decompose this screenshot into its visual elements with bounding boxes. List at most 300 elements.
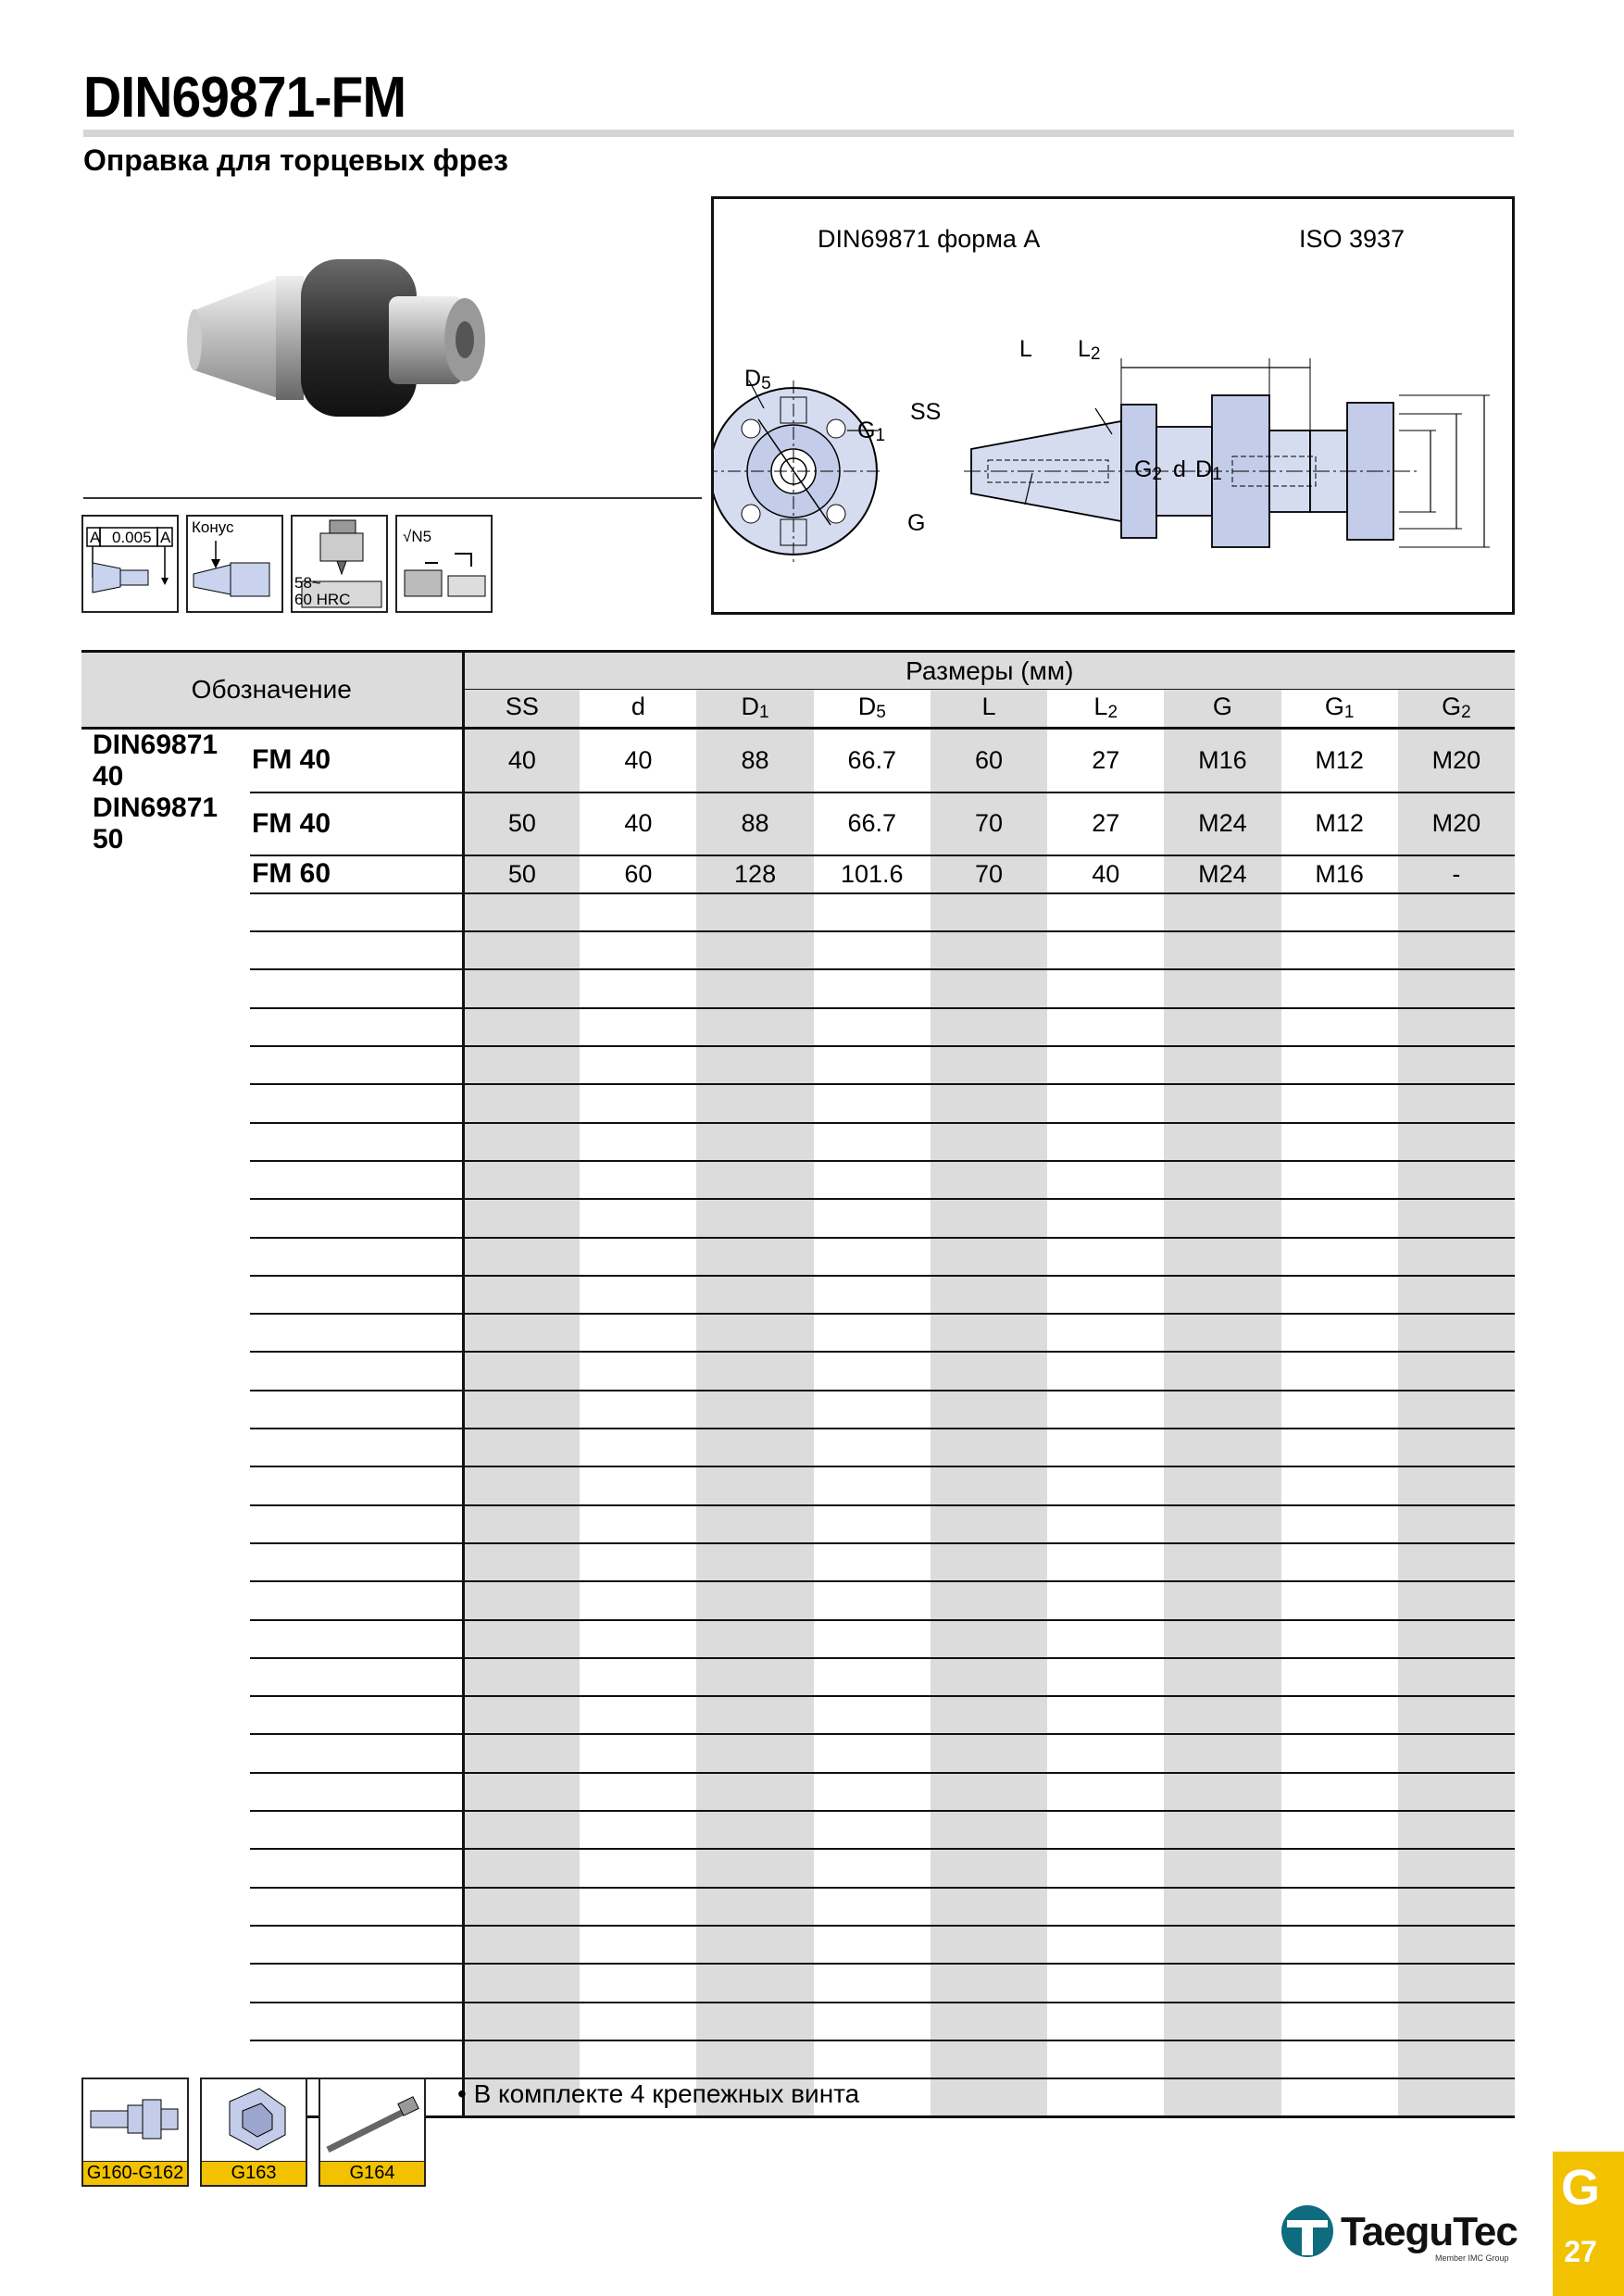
value-cell: M20	[1398, 728, 1515, 792]
value-cell	[1281, 2078, 1398, 2116]
value-cell	[1281, 1084, 1398, 1122]
value-cell	[1164, 1276, 1280, 1314]
model-cell	[250, 893, 463, 931]
accessory-ref[interactable]: G160-G162	[83, 2161, 187, 2185]
value-cell	[1398, 1429, 1515, 1466]
value-cell	[1047, 1199, 1164, 1237]
value-cell	[696, 2003, 813, 2040]
surface-finish-label: √N5	[403, 528, 432, 545]
value-cell	[814, 931, 931, 969]
series-cell	[81, 1849, 250, 1887]
value-cell	[1164, 1581, 1280, 1619]
value-cell	[1047, 1391, 1164, 1429]
value-cell	[1281, 1466, 1398, 1504]
value-cell	[1398, 1008, 1515, 1046]
value-cell	[931, 1773, 1047, 1811]
section-letter: G	[1560, 2160, 1600, 2215]
value-cell	[814, 1926, 931, 1964]
value-cell	[463, 1773, 580, 1811]
value-cell	[1164, 1238, 1280, 1276]
value-cell	[931, 1926, 1047, 1964]
value-cell	[463, 1314, 580, 1352]
value-cell	[1164, 1046, 1280, 1084]
value-cell	[1047, 2003, 1164, 2040]
footnote: • В комплекте 4 крепежных винта	[457, 2079, 860, 2108]
value-cell	[1398, 931, 1515, 969]
value-cell	[696, 1084, 813, 1122]
value-cell	[463, 1466, 580, 1504]
value-cell	[580, 1734, 696, 1772]
value-cell	[1398, 1964, 1515, 2002]
value-cell	[1047, 931, 1164, 969]
table-row	[81, 792, 1515, 855]
value-cell	[1047, 1352, 1164, 1390]
value-cell	[1047, 893, 1164, 931]
value-cell	[814, 893, 931, 931]
pull-stud-icon	[81, 2078, 189, 2187]
model-cell	[250, 1276, 463, 1314]
value-cell	[696, 1849, 813, 1887]
value-cell: 70	[931, 792, 1047, 855]
value-cell	[580, 1276, 696, 1314]
series-cell	[81, 1084, 250, 1122]
value-cell	[1281, 1046, 1398, 1084]
value-cell	[696, 1926, 813, 1964]
series-cell	[81, 1888, 250, 1926]
value-cell: M24	[1164, 792, 1280, 855]
value-cell	[580, 1391, 696, 1429]
model-cell	[250, 1466, 463, 1504]
value-cell	[1281, 969, 1398, 1007]
value-cell	[1047, 1505, 1164, 1543]
column-header: L2	[1047, 690, 1164, 728]
value-cell	[1164, 1773, 1280, 1811]
value-cell	[463, 1964, 580, 2002]
value-cell	[1047, 1811, 1164, 1849]
table-row	[81, 893, 1515, 931]
value-cell: -	[1398, 855, 1515, 893]
page-title: DIN69871-FM	[83, 66, 406, 130]
value-cell	[1281, 1352, 1398, 1390]
value-cell	[931, 1888, 1047, 1926]
model-cell	[250, 1238, 463, 1276]
brand-logo	[1278, 2200, 1518, 2265]
value-cell	[463, 893, 580, 931]
value-cell: M12	[1281, 728, 1398, 792]
value-cell	[931, 1429, 1047, 1466]
value-cell	[1398, 1084, 1515, 1122]
value-cell	[1281, 1429, 1398, 1466]
table-row	[81, 1505, 1515, 1543]
value-cell	[580, 1161, 696, 1199]
series-cell	[81, 2040, 250, 2078]
value-cell	[580, 1620, 696, 1658]
hardness-label-bottom: 60 HRC	[294, 591, 351, 608]
value-cell	[1398, 1620, 1515, 1658]
value-cell	[696, 969, 813, 1007]
value-cell: 40	[580, 728, 696, 792]
value-cell	[580, 1008, 696, 1046]
table-row	[81, 1543, 1515, 1581]
value-cell	[1164, 1314, 1280, 1352]
model-cell	[250, 1123, 463, 1161]
value-cell	[1281, 1849, 1398, 1887]
value-cell	[696, 931, 813, 969]
value-cell	[1398, 1391, 1515, 1429]
value-cell	[696, 1543, 813, 1581]
value-cell	[1281, 1008, 1398, 1046]
value-cell	[1164, 931, 1280, 969]
value-cell	[696, 1276, 813, 1314]
value-cell	[1281, 1199, 1398, 1237]
brand-name: TaeguTec	[1341, 2209, 1518, 2254]
value-cell	[1047, 1581, 1164, 1619]
table-row	[81, 1811, 1515, 1849]
spec-table-body	[81, 728, 1515, 2116]
value-cell	[1281, 893, 1398, 931]
value-cell	[814, 1543, 931, 1581]
model-cell: FM 60	[250, 855, 463, 893]
model-cell	[250, 1505, 463, 1543]
page-subtitle: Оправка для торцевых фрез	[83, 144, 508, 177]
value-cell	[1281, 2040, 1398, 2078]
value-cell	[814, 1811, 931, 1849]
model-cell	[250, 1429, 463, 1466]
value-cell	[931, 893, 1047, 931]
value-cell	[814, 1696, 931, 1734]
series-cell	[81, 931, 250, 969]
value-cell	[580, 1352, 696, 1390]
value-cell	[1047, 1964, 1164, 2002]
value-cell	[463, 1620, 580, 1658]
table-row	[81, 1046, 1515, 1084]
value-cell	[1281, 1276, 1398, 1314]
value-cell	[814, 1658, 931, 1696]
value-cell	[1281, 2003, 1398, 2040]
series-cell	[81, 1161, 250, 1199]
section-tab	[1553, 2152, 1624, 2296]
dim-g2: G2	[1134, 456, 1163, 484]
value-cell	[463, 931, 580, 969]
value-cell	[580, 1581, 696, 1619]
column-header: D5	[814, 690, 931, 728]
model-cell	[250, 1046, 463, 1084]
value-cell	[1281, 1964, 1398, 2002]
value-cell	[696, 1161, 813, 1199]
value-cell	[696, 1658, 813, 1696]
value-cell	[814, 1008, 931, 1046]
value-cell	[1047, 1849, 1164, 1887]
value-cell	[1164, 1620, 1280, 1658]
series-cell	[81, 1466, 250, 1504]
tightening-fixture-icon	[200, 2078, 307, 2187]
model-cell	[250, 969, 463, 1007]
model-cell	[250, 931, 463, 969]
value-cell	[931, 1238, 1047, 1276]
table-row	[81, 1391, 1515, 1429]
value-cell	[696, 1391, 813, 1429]
table-row	[81, 2040, 1515, 2078]
table-row	[81, 969, 1515, 1007]
value-cell	[696, 1620, 813, 1658]
table-row	[81, 1314, 1515, 1352]
value-cell	[931, 1543, 1047, 1581]
accessory-ref[interactable]: G163	[202, 2161, 306, 2185]
series-cell	[81, 1964, 250, 2002]
value-cell	[931, 1314, 1047, 1352]
table-row	[81, 931, 1515, 969]
series-cell	[81, 969, 250, 1007]
value-cell	[696, 1238, 813, 1276]
value-cell	[1398, 1658, 1515, 1696]
value-cell	[1398, 1199, 1515, 1237]
value-cell	[1398, 1352, 1515, 1390]
value-cell	[580, 893, 696, 931]
value-cell	[1281, 1696, 1398, 1734]
value-cell	[580, 1926, 696, 1964]
value-cell	[814, 1161, 931, 1199]
value-cell	[1281, 1658, 1398, 1696]
value-cell: M24	[1164, 855, 1280, 893]
value-cell	[696, 1964, 813, 2002]
model-cell	[250, 1161, 463, 1199]
table-row	[81, 1696, 1515, 1734]
taper-icon	[186, 515, 283, 613]
series-cell	[81, 1811, 250, 1849]
table-row	[81, 1352, 1515, 1390]
value-cell	[580, 1123, 696, 1161]
series-cell	[81, 1276, 250, 1314]
value-cell	[580, 1429, 696, 1466]
value-cell	[1398, 1466, 1515, 1504]
value-cell	[580, 1238, 696, 1276]
model-cell	[250, 1391, 463, 1429]
series-cell	[81, 1046, 250, 1084]
value-cell	[814, 1352, 931, 1390]
value-cell	[1164, 1199, 1280, 1237]
model-cell	[250, 1084, 463, 1122]
value-cell	[931, 1734, 1047, 1772]
value-cell	[814, 1046, 931, 1084]
series-cell	[81, 1581, 250, 1619]
series-cell	[81, 1199, 250, 1237]
value-cell	[1398, 1505, 1515, 1543]
series-cell	[81, 2003, 250, 2040]
value-cell	[1164, 2003, 1280, 2040]
value-cell	[1047, 1696, 1164, 1734]
table-row	[81, 1238, 1515, 1276]
series-cell	[81, 855, 250, 893]
series-cell	[81, 1773, 250, 1811]
value-cell	[1047, 2040, 1164, 2078]
value-cell	[696, 1505, 813, 1543]
column-header: G1	[1281, 690, 1398, 728]
drawing-lines	[714, 199, 1512, 612]
value-cell	[1164, 1926, 1280, 1964]
title-divider	[83, 130, 1514, 137]
table-row	[81, 1581, 1515, 1619]
value-cell	[814, 1199, 931, 1237]
series-cell	[81, 1429, 250, 1466]
value-cell	[814, 1964, 931, 2002]
value-cell	[463, 1581, 580, 1619]
value-cell	[580, 1543, 696, 1581]
value-cell	[814, 1429, 931, 1466]
table-row	[81, 1429, 1515, 1466]
value-cell	[1398, 2078, 1515, 2116]
feature-icons	[81, 515, 493, 613]
value-cell	[696, 1429, 813, 1466]
value-cell	[1164, 1466, 1280, 1504]
value-cell	[1281, 1888, 1398, 1926]
value-cell	[1398, 1811, 1515, 1849]
hardness-icon	[291, 515, 388, 613]
value-cell	[1164, 1391, 1280, 1429]
value-cell	[1164, 2040, 1280, 2078]
value-cell: 40	[463, 728, 580, 792]
value-cell	[814, 2040, 931, 2078]
series-cell	[81, 1505, 250, 1543]
value-cell	[696, 1773, 813, 1811]
iso-label: ISO 3937	[1299, 225, 1405, 253]
value-cell	[580, 969, 696, 1007]
value-cell	[1164, 1543, 1280, 1581]
value-cell	[696, 1696, 813, 1734]
value-cell	[814, 1391, 931, 1429]
accessory-icons	[81, 2078, 426, 2187]
table-row	[81, 1658, 1515, 1696]
value-cell	[931, 1849, 1047, 1887]
datum-ref-label: A	[160, 529, 171, 546]
value-cell	[1164, 1964, 1280, 2002]
value-cell	[580, 1811, 696, 1849]
model-cell	[250, 1620, 463, 1658]
tolerance-label: 0.005	[112, 529, 152, 546]
column-header: L	[931, 690, 1047, 728]
value-cell	[1281, 1811, 1398, 1849]
table-row	[81, 1084, 1515, 1122]
value-cell	[580, 1964, 696, 2002]
value-cell	[580, 2040, 696, 2078]
value-cell	[1281, 1505, 1398, 1543]
designation-header: Обозначение	[81, 652, 463, 729]
value-cell	[580, 1199, 696, 1237]
value-cell	[1398, 969, 1515, 1007]
value-cell	[814, 1505, 931, 1543]
value-cell	[814, 1888, 931, 1926]
model-cell	[250, 1658, 463, 1696]
page-number: 27	[1564, 2235, 1597, 2268]
value-cell	[1398, 1581, 1515, 1619]
value-cell	[1047, 1734, 1164, 1772]
value-cell	[1398, 1543, 1515, 1581]
value-cell	[1398, 2040, 1515, 2078]
value-cell	[1281, 1926, 1398, 1964]
value-cell	[463, 1734, 580, 1772]
value-cell	[580, 1696, 696, 1734]
value-cell	[463, 1849, 580, 1887]
dimensions-header: Размеры (мм)	[463, 652, 1515, 690]
value-cell	[814, 969, 931, 1007]
value-cell	[931, 1658, 1047, 1696]
value-cell	[814, 1466, 931, 1504]
value-cell	[696, 2040, 813, 2078]
model-cell	[250, 1926, 463, 1964]
value-cell	[1164, 1696, 1280, 1734]
value-cell	[463, 1888, 580, 1926]
model-cell	[250, 1008, 463, 1046]
value-cell	[1164, 1505, 1280, 1543]
value-cell	[931, 1199, 1047, 1237]
value-cell	[696, 1734, 813, 1772]
value-cell	[580, 1046, 696, 1084]
brand-mark-icon	[1278, 2200, 1337, 2259]
accessory-ref[interactable]: G164	[320, 2161, 424, 2185]
value-cell	[931, 1046, 1047, 1084]
value-cell	[463, 1008, 580, 1046]
table-row	[81, 2003, 1515, 2040]
model-cell	[250, 1199, 463, 1237]
value-cell: M20	[1398, 792, 1515, 855]
value-cell	[931, 1008, 1047, 1046]
value-cell	[814, 1620, 931, 1658]
value-cell	[814, 1773, 931, 1811]
value-cell	[696, 1466, 813, 1504]
spec-table	[81, 650, 1515, 2118]
value-cell	[1398, 1238, 1515, 1276]
value-cell	[931, 1276, 1047, 1314]
value-cell	[463, 1276, 580, 1314]
value-cell	[1047, 969, 1164, 1007]
value-cell	[463, 1161, 580, 1199]
value-cell	[1047, 1046, 1164, 1084]
value-cell	[1281, 1734, 1398, 1772]
value-cell: 88	[696, 728, 813, 792]
value-cell	[1047, 2078, 1164, 2116]
value-cell	[1281, 1620, 1398, 1658]
value-cell	[580, 1888, 696, 1926]
value-cell	[814, 1238, 931, 1276]
value-cell	[696, 1046, 813, 1084]
value-cell	[814, 1581, 931, 1619]
model-cell	[250, 1696, 463, 1734]
value-cell: M16	[1281, 855, 1398, 893]
value-cell: 60	[931, 728, 1047, 792]
value-cell	[1164, 1811, 1280, 1849]
value-cell	[696, 1314, 813, 1352]
product-photo	[176, 231, 518, 444]
column-header: SS	[463, 690, 580, 728]
value-cell	[1164, 969, 1280, 1007]
model-cell	[250, 1314, 463, 1352]
series-cell	[81, 1008, 250, 1046]
value-cell	[463, 1084, 580, 1122]
value-cell	[931, 1620, 1047, 1658]
table-row	[81, 855, 1515, 893]
table-row	[81, 1620, 1515, 1658]
value-cell: 66.7	[814, 792, 931, 855]
value-cell	[463, 1658, 580, 1696]
value-cell	[1047, 1543, 1164, 1581]
value-cell: 88	[696, 792, 813, 855]
value-cell: 50	[463, 855, 580, 893]
datum-label: A	[90, 529, 101, 546]
value-cell	[1164, 1849, 1280, 1887]
series-cell	[81, 1314, 250, 1352]
value-cell	[931, 1811, 1047, 1849]
value-cell	[696, 1352, 813, 1390]
photo-divider	[83, 497, 702, 499]
